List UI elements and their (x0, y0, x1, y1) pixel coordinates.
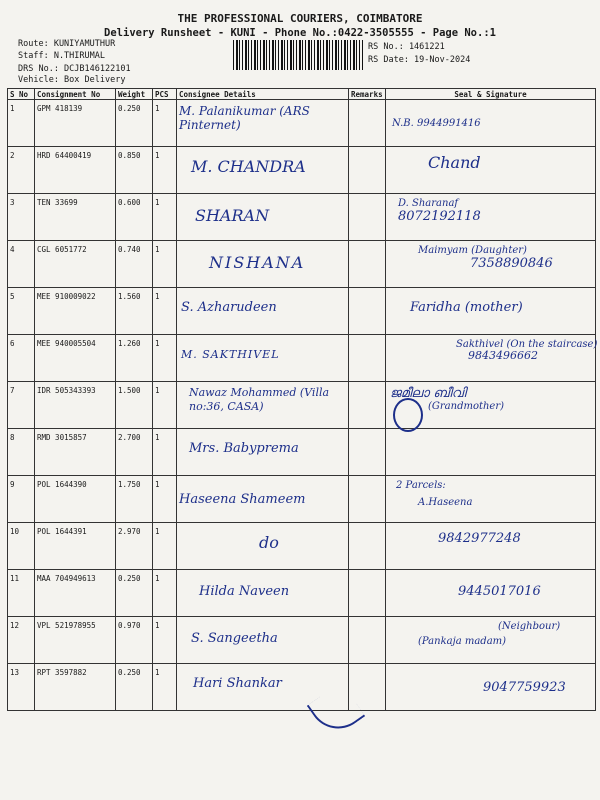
row-consignment-no: VPL 521978955 (35, 617, 116, 664)
signature-phone: 7358890846 (470, 256, 553, 271)
row-consignee (177, 194, 349, 241)
signature-handwriting: (Neighbour) (498, 621, 561, 632)
row-weight: 1.500 (116, 382, 153, 429)
row-consignment-no: GPM 418139 (35, 100, 116, 147)
row-weight: 0.970 (116, 617, 153, 664)
row-sno: 7 (8, 382, 35, 429)
table-row (8, 335, 596, 382)
row-pcs: 1 (153, 335, 177, 382)
staff-label: Staff: N.THIRUMAL (18, 51, 105, 61)
consignee-handwriting: Hilda Naveen (199, 584, 290, 599)
row-pcs: 1 (153, 570, 177, 617)
row-sno: 1 (8, 100, 35, 147)
signature-handwriting: Chand (428, 153, 481, 172)
table-row (8, 664, 596, 711)
row-consignee (177, 147, 349, 194)
row-signature (386, 288, 596, 335)
header-pcs: PCS (153, 89, 177, 100)
table-header-row (8, 89, 596, 100)
row-sno: 11 (8, 570, 35, 617)
drs-number: DRS No.: DCJB146122101 (18, 64, 131, 74)
row-signature (386, 476, 596, 523)
row-pcs: 1 (153, 523, 177, 570)
consignee-handwriting: M. SAKTHIVEL (181, 348, 280, 361)
rs-number: RS No.: 1461221 (368, 42, 445, 52)
row-weight: 2.700 (116, 429, 153, 476)
consignee-handwriting: NISHANA (209, 253, 306, 272)
consignee-handwriting: Mrs. Babyprema (189, 441, 299, 456)
barcode (233, 40, 363, 70)
row-sno: 2 (8, 147, 35, 194)
row-consignee (177, 570, 349, 617)
signature-handwriting: Faridha (mother) (410, 300, 523, 315)
runsheet-table (7, 88, 596, 711)
row-signature (386, 664, 596, 711)
row-weight: 0.740 (116, 241, 153, 288)
row-consignee (177, 241, 349, 288)
row-consignee (177, 335, 349, 382)
row-signature (386, 194, 596, 241)
table-row (8, 288, 596, 335)
consignee-handwriting: Hari Shankar (193, 676, 282, 691)
consignee-handwriting: do (259, 533, 279, 552)
row-consignment-no: POL 1644391 (35, 523, 116, 570)
route-label: Route: KUNIYAMUTHUR (18, 39, 116, 49)
row-remarks (349, 476, 386, 523)
row-pcs: 1 (153, 382, 177, 429)
row-sno: 6 (8, 335, 35, 382)
row-sno: 4 (8, 241, 35, 288)
row-consignment-no: RPT 3597882 (35, 664, 116, 711)
row-weight: 0.250 (116, 664, 153, 711)
consignee-handwriting: M. CHANDRA (191, 157, 306, 176)
row-pcs: 1 (153, 429, 177, 476)
row-pcs: 1 (153, 476, 177, 523)
row-consignee (177, 476, 349, 523)
row-weight: 0.250 (116, 570, 153, 617)
signature-name: A.Haseena (418, 497, 473, 508)
row-remarks (349, 100, 386, 147)
signature-phone: 9445017016 (458, 584, 541, 599)
vehicle-label: Vehicle: Box Delivery (18, 75, 126, 85)
consignee-handwriting: Haseena Shameem (179, 492, 306, 507)
table-row (8, 147, 596, 194)
row-consignment-no: MEE 940005504 (35, 335, 116, 382)
signature-phone: 9843496662 (468, 349, 538, 362)
signature-handwriting: 2 Parcels: (396, 480, 446, 491)
row-signature (386, 147, 596, 194)
runsheet-title: Delivery Runsheet - KUNI - Phone No.:0422-3505555 - Page No.:1 (104, 27, 496, 39)
row-consignee (177, 429, 349, 476)
signature-phone: 9842977248 (438, 531, 521, 546)
signature-relation: (Grandmother) (428, 401, 505, 412)
table-row (8, 476, 596, 523)
table-row (8, 100, 596, 147)
row-consignee (177, 382, 349, 429)
table-row (8, 241, 596, 288)
row-sno: 13 (8, 664, 35, 711)
row-consignment-no: RMD 3015857 (35, 429, 116, 476)
row-sno: 9 (8, 476, 35, 523)
header-sno: S No (8, 89, 35, 100)
row-sno: 8 (8, 429, 35, 476)
company-title: THE PROFESSIONAL COURIERS, COIMBATORE (177, 12, 423, 25)
table-row (8, 523, 596, 570)
row-signature (386, 335, 596, 382)
row-consignee (177, 523, 349, 570)
signature-handwriting: Maimyam (Daughter) (418, 245, 527, 256)
row-consignment-no: MAA 704949613 (35, 570, 116, 617)
row-signature (386, 241, 596, 288)
row-weight: 1.260 (116, 335, 153, 382)
consignee-handwriting: M. Palanikumar (ARS Pinternet) (179, 104, 310, 132)
table-row (8, 429, 596, 476)
row-consignment-no: POL 1644390 (35, 476, 116, 523)
row-pcs: 1 (153, 288, 177, 335)
row-consignment-no: HRD 64400419 (35, 147, 116, 194)
signature-phone: 9047759923 (483, 680, 566, 695)
row-remarks (349, 382, 386, 429)
row-consignee (177, 100, 349, 147)
row-consignment-no: CGL 6051772 (35, 241, 116, 288)
row-signature (386, 429, 596, 476)
header-consignee: Consignee Details (177, 89, 349, 100)
row-remarks (349, 288, 386, 335)
signature-phone: 8072192118 (398, 209, 481, 224)
row-signature (386, 570, 596, 617)
row-weight: 0.850 (116, 147, 153, 194)
consignee-handwriting: Nawaz Mohammed (Villa no:36, CASA) (189, 386, 330, 413)
row-sno: 5 (8, 288, 35, 335)
table-row (8, 570, 596, 617)
row-remarks (349, 335, 386, 382)
header-signature: Seal & Signature (386, 89, 596, 100)
signature-scribble (393, 398, 423, 432)
row-pcs: 1 (153, 100, 177, 147)
row-pcs: 1 (153, 147, 177, 194)
header-remarks: Remarks (349, 89, 386, 100)
row-sno: 10 (8, 523, 35, 570)
rs-date: RS Date: 19-Nov-2024 (368, 55, 471, 65)
row-consignee (177, 288, 349, 335)
table-row (8, 194, 596, 241)
consignee-handwriting: S. Azharudeen (181, 300, 277, 315)
table-row (8, 617, 596, 664)
row-weight: 1.560 (116, 288, 153, 335)
row-weight: 2.970 (116, 523, 153, 570)
signature-handwriting: N.B. 9944991416 (392, 118, 481, 129)
row-weight: 0.250 (116, 100, 153, 147)
consignee-handwriting: S. Sangeetha (191, 631, 278, 646)
table-row (8, 382, 596, 429)
row-weight: 0.600 (116, 194, 153, 241)
row-sno: 3 (8, 194, 35, 241)
signature-handwriting: D. Sharanaf (398, 198, 459, 209)
signature-name: (Pankaja madam) (418, 636, 507, 647)
row-consignment-no: MEE 910009022 (35, 288, 116, 335)
row-consignee (177, 617, 349, 664)
row-pcs: 1 (153, 617, 177, 664)
header-weight: Weight (116, 89, 153, 100)
row-weight: 1.750 (116, 476, 153, 523)
row-pcs: 1 (153, 664, 177, 711)
row-pcs: 1 (153, 194, 177, 241)
row-sno: 12 (8, 617, 35, 664)
row-consignment-no: IDR 505343393 (35, 382, 116, 429)
consignee-handwriting: SHARAN (195, 206, 270, 225)
signature-handwriting: Sakthivel (On the staircase) (456, 339, 598, 350)
signature-handwriting: ജമീലാ ബീവി (390, 386, 466, 401)
row-pcs: 1 (153, 241, 177, 288)
header-consignment: Consignment No (35, 89, 116, 100)
row-consignment-no: TEN 33699 (35, 194, 116, 241)
row-signature (386, 100, 596, 147)
row-signature (386, 617, 596, 664)
